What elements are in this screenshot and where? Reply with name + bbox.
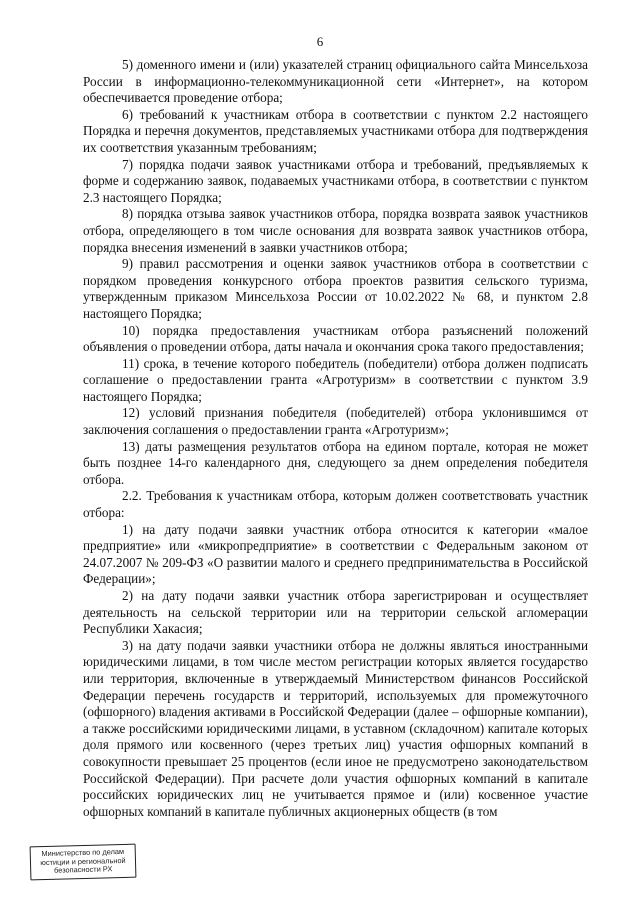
paragraph-item-7: 7) порядка подачи заявок участниками отбора и требований, предъявляемых к форме и содержанию заявок, подаваемых участниками отбора, в соответствии с пунктом 2.3 настоящего Порядка; [83, 156, 588, 205]
requirement-item-2: 2) на дату подачи заявки участник отбора зарегистрирован и осуществляет деятельность на сельской территории или на территории сельской агломерации Республики Хакасия; [83, 588, 588, 637]
stamp-line: безопасности РХ [53, 864, 113, 876]
paragraph-item-6: 6) требований к участникам отбора в соответствии с пунктом 2.2 настоящего Порядка и перечня документов, представляемых участниками отбора для подтверждения их соответствия указанным требованиям; [83, 106, 588, 155]
requirement-item-3: 3) на дату подачи заявки участники отбора не должны являться иностранными юридическими лицами, в том числе местом регистрации которых является государство или территория, включенные в утверждаемый Министерством финансов Российской Федерации перечень государств и территорий, используемых для промежуточного (офшорного) владения активами в Российской Федерации (далее – офшорные компании), а также российскими юридическими лицами, в уставном (складочном) капитале которых доля прямого или косвенного (через третьих лиц) участия офшорных компаний в совокупности превышает 25 процентов (если иное не предусмотрено законодательством Российской Федерации). При расчете доли участия офшорных компаний в капитале российских юридических лиц не учитывается прямое и (или) косвенное участие офшорных компаний в капитале публичных акционерных обществ (в том [83, 637, 588, 819]
page-number: 6 [316, 34, 324, 49]
stamp-line: Министерство по делам [41, 847, 125, 859]
paragraph-item-12: 12) условий признания победителя (победителей) отбора уклонившимся от заключения соглашения о предоставлении гранта «Агротуризм»; [83, 405, 588, 438]
paragraph-item-11: 11) срока, в течение которого победитель (победители) отбора должен подписать соглашение о предоставлении гранта «Агротуризм» в соответствии с пунктом 3.9 настоящего Порядка; [83, 355, 588, 404]
paragraph-item-9: 9) правил рассмотрения и оценки заявок участников отбора в соответствии с порядком проведения конкурсного отбора проектов развития сельского туризма, утвержденным приказом Минсельхоза России от 10.02.2022 № 68, и пунктом 2.8 настоящего Порядка; [83, 256, 588, 321]
paragraph-item-8: 8) порядка отзыва заявок участников отбора, порядка возврата заявок участников отбора, определяющего в том числе основания для возврата заявок участников отбора, порядка внесения изменений в заявки участников отбора; [83, 206, 588, 255]
section-2-2-heading: 2.2. Требования к участникам отбора, которым должен соответствовать участник отбора: [83, 488, 588, 521]
paragraph-item-10: 10) порядка предоставления участникам отбора разъяснений положений объявления о проведении отбора, даты начала и окончания срока такого предоставления; [83, 322, 588, 355]
paragraph-item-13: 13) даты размещения результатов отбора на едином портале, которая не может быть позднее 14-го календарного дня, следующего за днем определения победителя отбора. [83, 438, 588, 487]
requirement-item-1: 1) на дату подачи заявки участник отбора относится к категории «малое предприятие» или «микропредприятие» в соответствии с Федеральным законом от 24.07.2007 № 209-ФЗ «О развитии малого и среднего предпринимательства в Российской Федерации»; [83, 521, 588, 587]
document-body [83, 57, 588, 820]
stamp-line: юстиции и региональной [40, 855, 126, 867]
registration-stamp [30, 844, 137, 881]
paragraph-item-5: 5) доменного имени и (или) указателей страниц официального сайта Минсельхоза России в информационно-телекоммуникационной сети «Интернет», на котором обеспечивается проведение отбора; [83, 57, 588, 106]
